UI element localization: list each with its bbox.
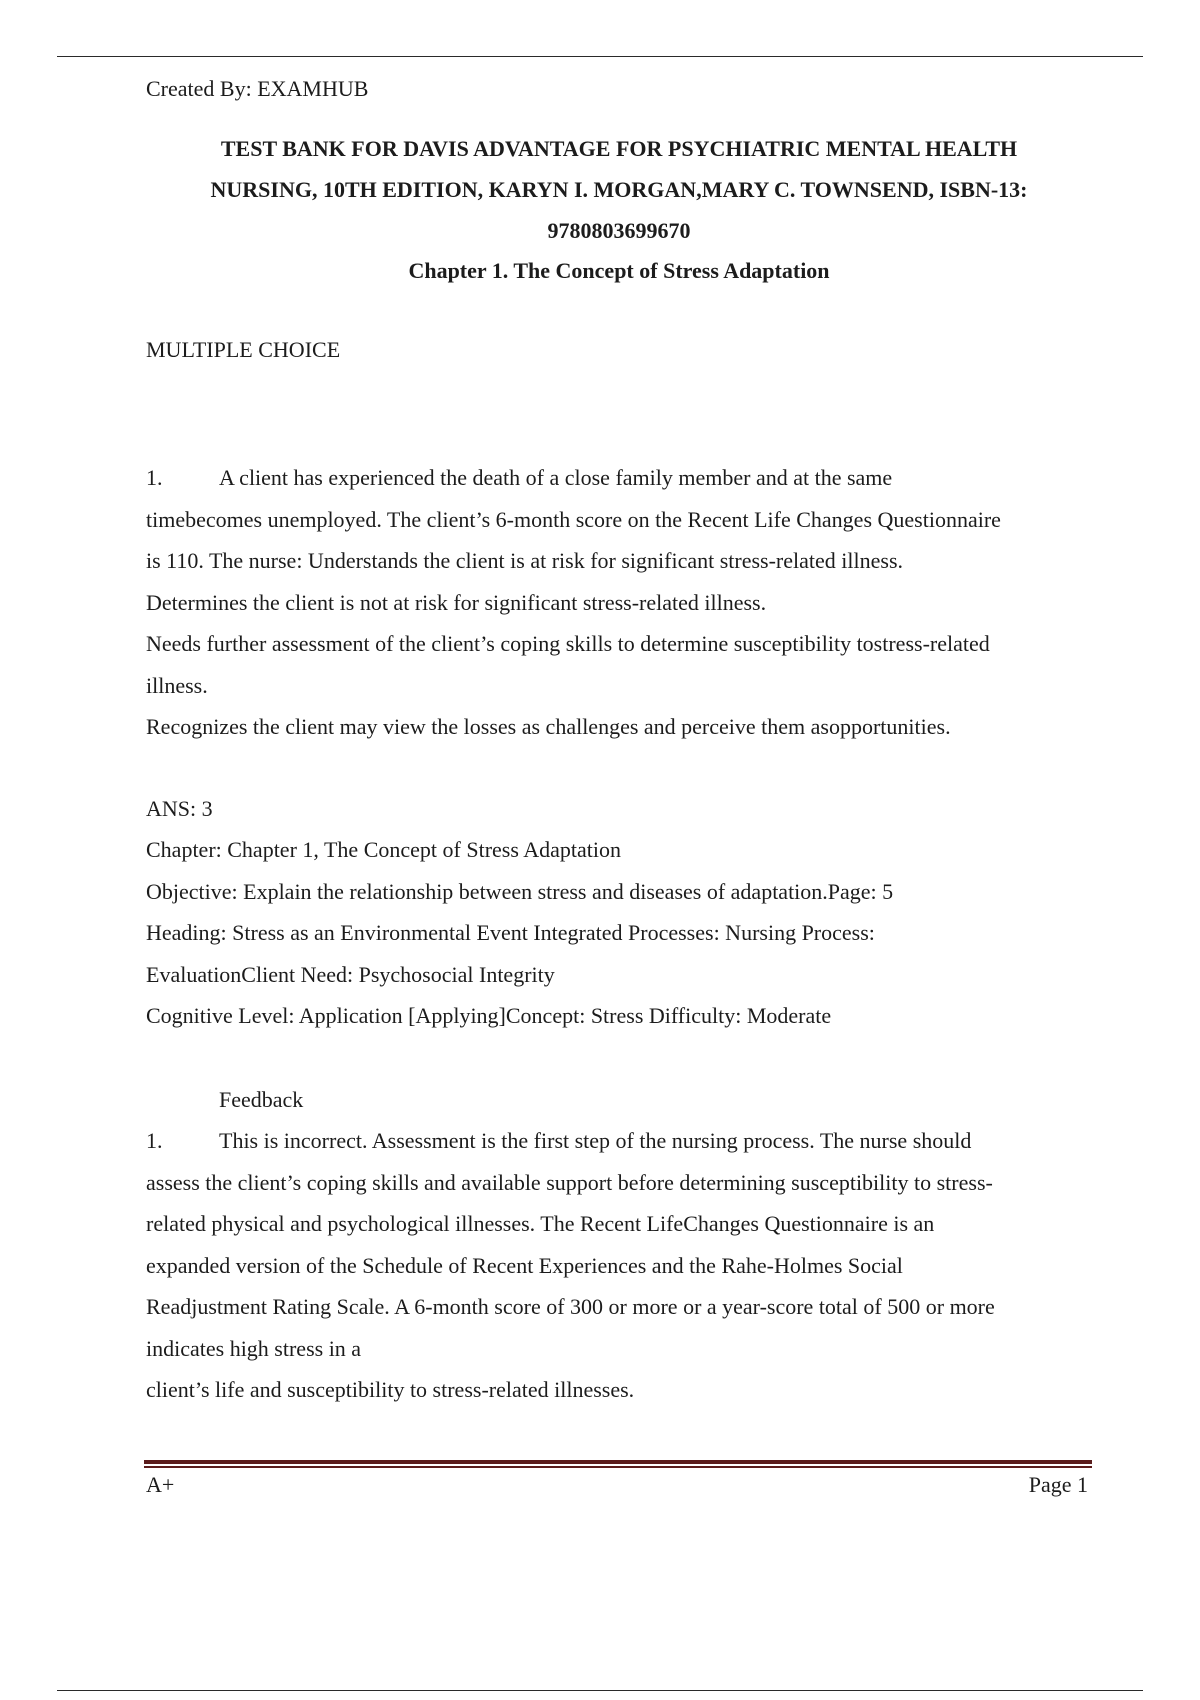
- answer-block: [146, 788, 1092, 1037]
- answer-objective: Objective: Explain the relationship between stress and diseases of adaptation.Page: 5: [146, 878, 894, 904]
- feedback-first-line: [146, 1120, 1092, 1162]
- footer-divider: [144, 1460, 1092, 1468]
- answer-chapter: Chapter: Chapter 1, The Concept of Stress Adaptation: [146, 837, 621, 862]
- feedback-line: assess the client’s coping skills and available support before determining susceptibility to stress-: [146, 1169, 993, 1195]
- feedback-number: 1.: [146, 1128, 163, 1153]
- feedback-line: related physical and psychological illnesses. The Recent LifeChanges Questionnaire is an: [146, 1211, 935, 1236]
- option-line: Needs further assessment of the client’s coping skills to determine susceptibility tostress-related: [146, 631, 990, 656]
- document-title: [146, 128, 1092, 251]
- question-block: [146, 457, 1092, 748]
- feedback-line: Readjustment Rating Scale. A 6-month score of 300 or more or a year-score total of 500 or more: [146, 1294, 995, 1319]
- question-number: 1.: [146, 465, 163, 490]
- title-line: NURSING, 10TH EDITION, KARYN I. MORGAN,MARY C. TOWNSEND, ISBN-13:: [210, 177, 1028, 202]
- answer-cognitive-level: Cognitive Level: Application [Applying]Concept: Stress Difficulty: Moderate: [146, 1003, 832, 1028]
- answer-heading: Heading: Stress as an Environmental Event Integrated Processes: Nursing Process:: [146, 920, 875, 945]
- section-label: MULTIPLE CHOICE: [146, 337, 341, 362]
- title-line: TEST BANK FOR DAVIS ADVANTAGE FOR PSYCHIATRIC MENTAL HEALTH: [220, 136, 1018, 161]
- feedback-line: indicates high stress in a: [146, 1335, 362, 1361]
- question-line: is 110. The nurse: Understands the client is at risk for significant stress-related illness.: [146, 548, 904, 573]
- option-line: Determines the client is not at risk for significant stress-related illness.: [146, 589, 767, 615]
- option-line: illness.: [146, 672, 208, 698]
- bottom-divider: [57, 1690, 1143, 1691]
- question-text: A client has experienced the death of a close family member and at the same: [219, 465, 893, 490]
- document-page: [146, 70, 1092, 1411]
- answer-client-need: EvaluationClient Need: Psychosocial Integrity: [146, 961, 555, 987]
- feedback-block: [146, 1079, 1092, 1411]
- chapter-heading: Chapter 1. The Concept of Stress Adaptation: [408, 258, 830, 283]
- question-first-line: [146, 457, 1092, 499]
- question-line: timebecomes unemployed. The client’s 6-month score on the Recent Life Changes Questionnaire: [146, 506, 1001, 532]
- title-line: 9780803699670: [547, 218, 691, 243]
- feedback-line: client’s life and susceptibility to stress-related illnesses.: [146, 1377, 635, 1402]
- answer-line: ANS: 3: [146, 795, 213, 821]
- top-divider: [57, 56, 1143, 57]
- feedback-text: This is incorrect. Assessment is the first step of the nursing process. The nurse should: [219, 1128, 972, 1153]
- feedback-line: expanded version of the Schedule of Recent Experiences and the Rahe-Holmes Social: [146, 1252, 903, 1278]
- feedback-label: Feedback: [219, 1086, 304, 1112]
- footer-grade: A+: [146, 1472, 175, 1497]
- option-line: Recognizes the client may view the losses as challenges and perceive them asopportunities.: [146, 714, 951, 739]
- page-number: Page 1: [1028, 1472, 1088, 1497]
- created-by-label: Created By: EXAMHUB: [146, 76, 369, 101]
- page-footer: [146, 1468, 1088, 1502]
- footer-rule-thick: [144, 1460, 1092, 1464]
